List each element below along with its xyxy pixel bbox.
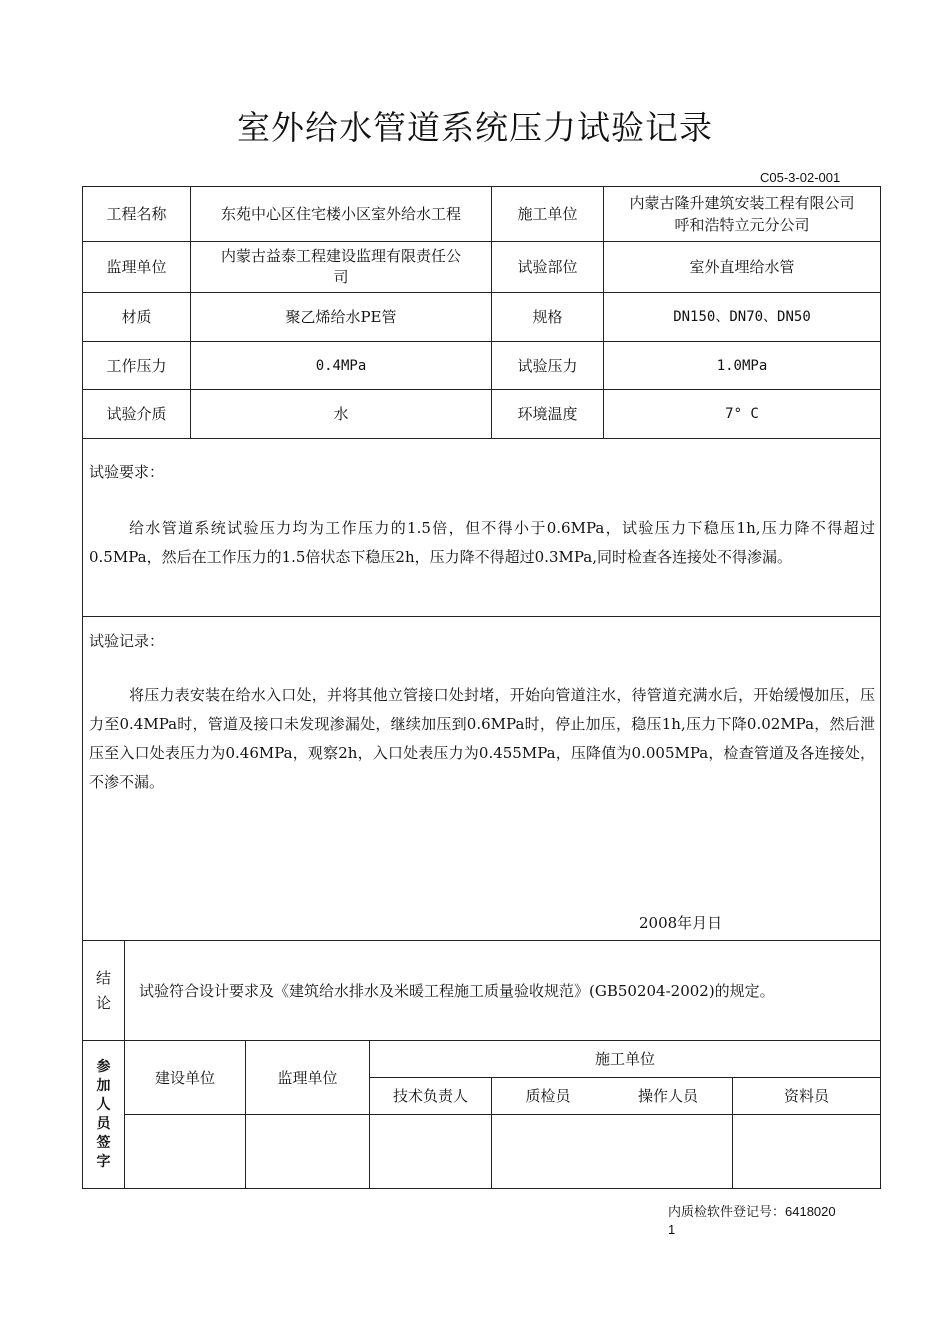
working-pressure-label: 工作压力 xyxy=(106,356,167,375)
document-title: 室外给水管道系统压力试验记录 xyxy=(237,108,713,147)
archivist-signature-cell[interactable] xyxy=(733,1115,880,1189)
conclusion-label xyxy=(83,941,124,1040)
ambient-temp-label: 环境温度 xyxy=(517,405,578,423)
side-char: 人 xyxy=(96,1097,111,1113)
row-divider xyxy=(83,438,880,439)
record-heading: 试验记录： xyxy=(89,632,165,650)
project-name-label: 工程名称 xyxy=(106,205,167,223)
page-number: 1 xyxy=(668,1222,676,1237)
test-location-value: 室外直埋给水管 xyxy=(689,258,795,276)
form-code: C05-3-02-001 xyxy=(760,170,841,185)
owner-unit-label: 建设单位 xyxy=(154,1068,215,1087)
side-char: 参 xyxy=(96,1059,111,1075)
material-label: 材质 xyxy=(121,308,152,326)
conclusion-text: 试验符合设计要求及《建筑给水排水及米暖工程施工质量验收规范》(GB50204-2002)的规定。 xyxy=(139,982,775,1000)
signature-side-label xyxy=(83,1041,124,1189)
tech-lead-label: 技术负责人 xyxy=(392,1087,468,1105)
side-char: 加 xyxy=(96,1078,111,1094)
test-pressure-label: 试验压力 xyxy=(517,356,578,375)
owner-signature-cell[interactable] xyxy=(125,1115,245,1189)
contractor-line-2: 呼和浩特立元分公司 xyxy=(674,216,810,234)
supervisor-line-2: 司 xyxy=(333,268,349,286)
contractor-value xyxy=(604,187,880,241)
tech-lead-signature-cell[interactable] xyxy=(370,1115,491,1189)
medium-value: 水 xyxy=(333,405,349,423)
footer xyxy=(668,1203,836,1239)
material-value: 聚乙烯给水PE管 xyxy=(285,308,397,326)
spec-label: 规格 xyxy=(532,308,563,326)
conclusion-label-top: 结 xyxy=(95,968,111,987)
side-char: 员 xyxy=(96,1116,111,1132)
row-divider xyxy=(83,616,880,617)
supervisor-signature-cell[interactable] xyxy=(246,1115,369,1189)
supervisor-unit-label: 监理单位 xyxy=(277,1068,338,1087)
archivist-label: 资料员 xyxy=(783,1087,829,1105)
contractor-label: 施工单位 xyxy=(517,205,578,223)
supervisor-line-1: 内蒙古益泰工程建设监理有限责任公 xyxy=(220,247,461,265)
qc-label: 质检员 xyxy=(525,1087,571,1105)
side-char: 签 xyxy=(96,1135,111,1151)
row-divider xyxy=(83,940,880,941)
medium-label: 试验介质 xyxy=(106,405,167,423)
ambient-temp-value: 7° C xyxy=(725,406,759,422)
working-pressure-value: 0.4MPa xyxy=(315,357,367,374)
requirements-heading: 试验要求： xyxy=(89,463,165,481)
qc-operator-signature-cell[interactable] xyxy=(492,1115,732,1189)
test-location-label: 试验部位 xyxy=(517,258,578,276)
contractor-unit-label: 施工单位 xyxy=(594,1050,655,1068)
record-date: 2008年月日 xyxy=(639,914,723,932)
test-pressure-value: 1.0MPa xyxy=(716,357,768,374)
record-table xyxy=(82,186,881,1189)
operator-label: 操作人员 xyxy=(637,1087,698,1105)
requirements-text: 给水管道系统试验压力均为工作压力的1.5倍，但不得小于0.6MPa，试验压力下稳压1h,压力降不得超过0.5MPa，然后在工作压力的1.5倍状态下稳压2h，压力降不得超过0.3MPa,同时检查各连接处不得渗漏。 xyxy=(89,519,875,566)
spec-value: DN150、DN70、DN50 xyxy=(673,309,811,325)
record-text: 将压力表安装在给水入口处，并将其他立管接口处封堵，开始向管道注水，待管道充满水后，开始缓慢加压，压力至0.4MPa时，管道及接口未发现渗漏处，继续加压到0.6MPa时，停止加压，稳压1h,压力下降0.02MPa，然后泄压至入口处表压力为0.46MPa，观察2h，入口处表压力为0.455MPa，压降值为0.005MPa，检查管道及各连接处，不渗不漏。 xyxy=(89,686,875,791)
contractor-line-1: 内蒙古隆升建筑安装工程有限公司 xyxy=(629,194,855,212)
registration-number: 内质检软件登记号：6418020 xyxy=(668,1204,836,1219)
project-name-value: 东苑中心区住宅楼小区室外给水工程 xyxy=(220,205,461,223)
supervisor-value xyxy=(191,242,491,292)
supervisor-label: 监理单位 xyxy=(106,258,167,276)
side-char: 字 xyxy=(96,1154,111,1170)
conclusion-label-bottom: 论 xyxy=(95,993,111,1012)
